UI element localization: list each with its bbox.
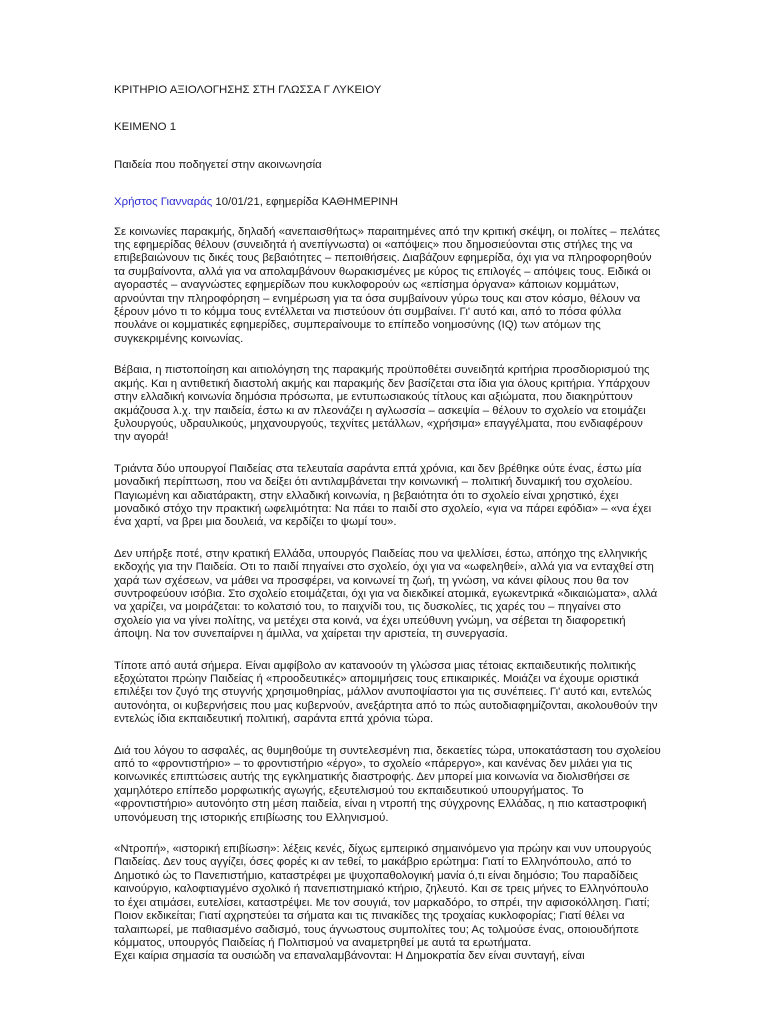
document-title: ΚΡΙΤΗΡΙΟ ΑΞΙΟΛΟΓΗΣΗΣ ΣΤΗ ΓΛΩΣΣΑ Γ ΛΥΚΕΙΟΥ [114, 84, 382, 96]
paragraph-3: Τριάντα δύο υπουργοί Παιδείας στα τελευταία σαράντα επτά χρόνια, και δεν βρέθηκε ούτε ένας, έστω μία μοναδική περίπτωση, που να δείξει ότι αντιλαμβάνεται την κοινωνική – πολιτική δυναμική του σχολείου. Παγιωμένη και αδιατάρακτη, στην ελλαδική κοινωνία, η βεβαιότητα ότι το σχολείο είναι χρηστικό, έχει μοναδικό στόχο την πρακτική ωφελιμότητα: Να πάει το παιδί στο σχολείο, «για να πάρει εφόδια» – «να έχει ένα χαρτί, να βρει μια δουλειά, να κερδίζει το ψωμί του». [114, 462, 652, 529]
paragraph-8: Εχει καίρια σημασία τα ουσιώδη να επαναλαμβάνονται: Η Δημοκρατία δεν είναι συνταγή, είναι [114, 950, 585, 963]
paragraph-1: Σε κοινωνίες παρακμής, δηλαδή «ανεπαισθήτως» παραιτημένες από την κριτική σκέψη, οι πολίτες – πελάτες της εφημερίδας θέλουν (συνειδητά ή ανεπίγνωστα) οι «απόψεις» που δημοσιεύονται στις στήλες της να επιβεβαιώνουν τις δικές τους βεβαιότητες – πεποιθήσεις. Διαβάζουν εφημερίδα, όχι για να πληροφορηθούν τα συμβαίνοντα, αλλά για να απολαμβάνουν θωρακισμένες με κύρος τις επιλογές – απόψεις τους. Ειδικά οι αγοραστές – αναγνώστες εφημερίδων που κυκλοφορούν ως «επίσημα όργανα» κάποιων κομμάτων, αρνούνται την πληροφόρηση – ενημέρωση για τα όσα συμβαίνουν γύρω τους και στον κόσμο, θέλουν να ξέρουν μόνο τι το κόμμα τους εντέλλεται να πιστεύουν ότι συμβαίνει. Γι' αυτό και, από το πόσα φύλλα πουλάνε οι κομματικές εφημερίδες, συμπεραίνουμε το επίπεδο νοημοσύνης (IQ) των ατόμων της συγκεκριμένης κοινωνίας. [114, 225, 660, 345]
paragraph-7: «Ντροπή», «ιστορική επιβίωση»: λέξεις κενές, δίχως εμπειρικό σημαινόμενο για πρώην και νυν υπουργούς Παιδείας. Δεν τους αγγίζει, όσες φορές κι αν τεθεί, το μακάβριο ερώτημα: Γιατί το Ελληνόπουλο, από το Δημοτικό ώς το Πανεπιστήμιο, καταστρέφει με ψυχοπαθολογική μανία ό,τι είναι δημόσιο; Του παραδίδεις καινούργιο, καλοφτιαγμένο σχολικό ή πανεπιστημιακό κτήριο, ζηλευτό. Και σε τρεις μήνες το Ελληνόπουλο το έχει ατιμάσει, ευτελίσει, καταστρέψει. Με τον σουγιά, τον μαρκαδόρο, το σπρέι, την αφισοκόλληση. Γιατί; Ποιον εκδικείται; Γιατί αχρηστεύει τα σήματα και τις πινακίδες της τροχαίας κυκλοφορίας; Γιατί θέλει να ταλαιπωρεί, με παθιασμένο σαδισμό, τους άγνωστους συμπολίτες του; Ας τολμούσε ένας, οποιουδήποτε κόμματος, υπουργός Παιδείας ή Πολιτισμού να αναμετρηθεί με αυτά τα ερωτήματα. [114, 843, 652, 949]
source-info: 10/01/21, εφημερίδα ΚΑΘΗΜΕΡΙΝΗ [212, 196, 398, 209]
paragraph-2: Βέβαια, η πιστοποίηση και αιτιολόγηση της παρακμής προϋποθέτει συνειδητά κριτήρια προσδιορισμού της ακμής. Και η αντιθετική διαστολή ακμής και παρακμής δεν βασίζεται στα ίδια για όλους κριτήρια. Υπάρχουν στην ελλαδική κοινωνία δημόσια πρόσωπα, με εντυπωσιακούς τίτλους και αξιώματα, που διακηρύττουν ακμάζουσα λ.χ. την παιδεία, έστω κι αν πλεονάζει η αγλωσσία – ασκεψία – θέλουν το σχολείο να ετοιμάζει ξυλουργούς, υδραυλικούς, μηχανουργούς, τεχνίτες μετάλλων, «χρήσιμα» επαγγέλματα, που ενδιαφέρουν την αγορά! [114, 364, 650, 444]
byline [114, 196, 662, 209]
section-label: ΚΕΙΜΕΝΟ 1 [114, 121, 177, 134]
document-page [114, 84, 662, 964]
paragraph-5: Τίποτε από αυτά σήμερα. Είναι αμφίβολο αν κατανοούν τη γλώσσα μιας τέτοιας εκπαιδευτικής πολιτικής εξοχώτατοι πρώην Παιδείας ή «προοδευτικές» απομιμήσεις τους επικαιρικές. Μοιάζει να έχουμε οριστικά επιλέξει τον ζυγό της στυγνής χρησιμοθηρίας, μάλλον ανυποψίαστοι για τις συνέπειες. Γι' αυτό και, εντελώς αυτονόητα, οι κυβερνήσεις που μας κυβερνούν, ανεξάρτητα από το πώς αυτοδιαφημίζονται, ακολουθούν την εντελώς ίδια εκπαιδευτική πολιτική, σαράντα επτά χρόνια τώρα. [114, 659, 658, 726]
author-link[interactable]: Χρήστος Γιανναράς [114, 196, 213, 209]
article-subtitle: Παιδεία που ποδηγετεί στην ακοινωνησία [114, 158, 322, 171]
paragraph-4: Δεν υπήρξε ποτέ, στην κρατική Ελλάδα, υπουργός Παιδείας που να ψελλίσει, έστω, απόηχο της ελληνικής εκδοχής για την Παιδεία. Οτι το παιδί πηγαίνει στο σχολείο, όχι για να «ωφεληθεί», αλλά για να ενταχθεί στη χαρά των σχέσεων, να μάθει να προσφέρει, να κοινωνεί τη ζωή, τη γνώση, να κάνει φίλους που θα τον συντροφεύουν ισόβια. Στο σχολείο ετοιμάζεται, όχι για να διεκδικεί ατομικά, εγωκεντρικά «δικαιώματα», αλλά να χαρίζει, να μοιράζεται: το κολατσιό του, το παιχνίδι του, τις δυσκολίες, τις χαρές του – πηγαίνει στο σχολείο για να γίνει πολίτης, να μετέχει στα κοινά, να έχει υπεύθυνη γνώμη, να σέβεται τη διαφορετική άποψη. Να τον συνεπαίρνει η άμιλλα, να χαίρεται την αριστεία, τη συνεργασία. [114, 547, 658, 641]
paragraph-6: Διά του λόγου το ασφαλές, ας θυμηθούμε τη συντελεσμένη πια, δεκαετίες τώρα, υποκατάσταση του σχολείου από το «φροντιστήριο» – το φροντιστήριο «έργο», το σχολείο «πάρεργο», και κανένας δεν μιλάει για τις κοινωνικές επιπτώσεις αυτής της εγκληματικής διαστροφής. Δεν μπορεί μια κοινωνία να διολισθήσει σε χαμηλότερο επίπεδο μορφωτικής αγωγής, εξευτελισμού του εκπαιδευτικού υπουργήματος. Το «φροντιστήριο» αυτονόητο στη μέση παιδεία, είναι η ντροπή της σύγχρονης Ελλάδας, η πιο καταστροφική υπονόμευση της ιστορικής επιβίωσης του Ελληνισμού. [114, 744, 661, 824]
